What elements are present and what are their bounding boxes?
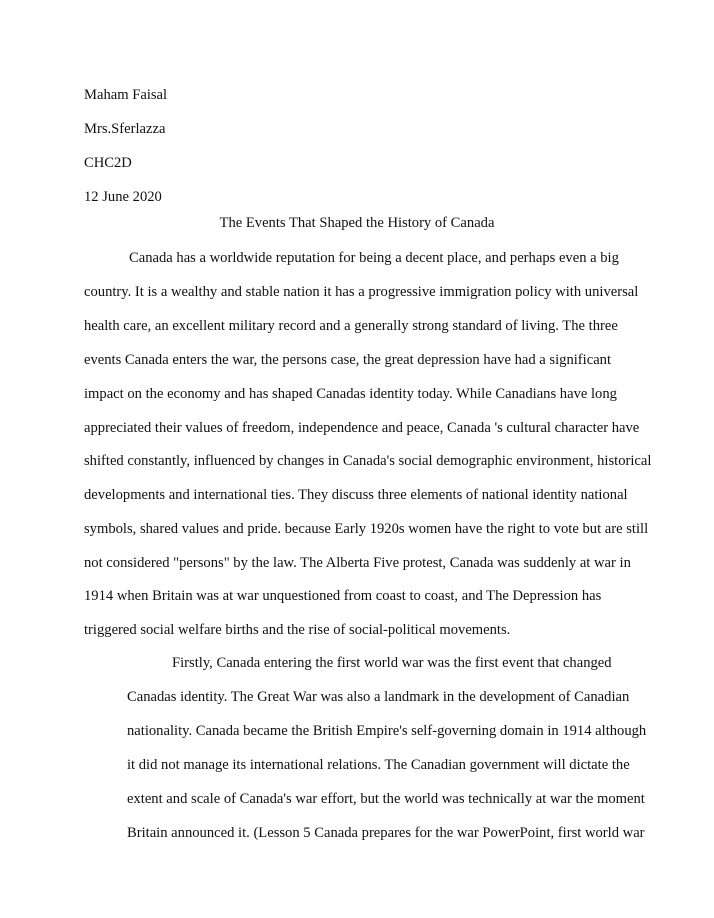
document-date: 12 June 2020 — [84, 189, 162, 205]
paragraph-1-line: health care, an excellent military record and a generally strong standard of living. The three — [84, 318, 618, 334]
paragraph-2-line: it did not manage its international relations. The Canadian government will dictate the — [127, 757, 630, 773]
author-name: Maham Faisal — [84, 87, 168, 103]
paragraph-2-line: Britain announced it. (Lesson 5 Canada prepares for the war PowerPoint, first world war — [127, 825, 645, 841]
paragraph-2-line: Firstly, Canada entering the first world war was the first event that changed — [172, 655, 612, 671]
teacher-name: Mrs.Sferlazza — [84, 121, 166, 137]
paragraph-1-line: country. It is a wealthy and stable nation it has a progressive immigration policy with universal — [84, 284, 639, 300]
paragraph-2-line: nationality. Canada became the British Empire's self-governing domain in 1914 although — [127, 723, 647, 739]
paragraph-2-line: Canadas identity. The Great War was also a landmark in the development of Canadian — [127, 689, 630, 705]
paragraph-2-line: extent and scale of Canada's war effort, but the world was technically at war the moment — [127, 791, 645, 807]
course-code: CHC2D — [84, 155, 132, 171]
paragraph-1-line: shifted constantly, influenced by changes in Canada's social demographic environment, historical — [84, 453, 652, 469]
paragraph-1-line: symbols, shared values and pride. because Early 1920s women have the right to vote but are still — [84, 521, 649, 537]
paragraph-1-line: 1914 when Britain was at war unquestioned from coast to coast, and The Depression has — [84, 588, 602, 604]
paragraph-1-line: Canada has a worldwide reputation for being a decent place, and perhaps even a big — [129, 250, 619, 266]
essay-title: The Events That Shaped the History of Canada — [219, 215, 495, 231]
paragraph-1-line: developments and international ties. They discuss three elements of national identity national — [84, 487, 628, 503]
paragraph-1-line: not considered "persons" by the law. The Alberta Five protest, Canada was suddenly at war in — [84, 555, 631, 571]
paragraph-1-line: impact on the economy and has shaped Canadas identity today. While Canadians have long — [84, 386, 617, 402]
paragraph-1-line: events Canada enters the war, the persons case, the great depression have had a significant — [84, 352, 612, 368]
paragraph-1-line: triggered social welfare births and the rise of social-political movements. — [84, 622, 511, 638]
paragraph-1-line: appreciated their values of freedom, independence and peace, Canada 's cultural character have — [84, 420, 640, 436]
